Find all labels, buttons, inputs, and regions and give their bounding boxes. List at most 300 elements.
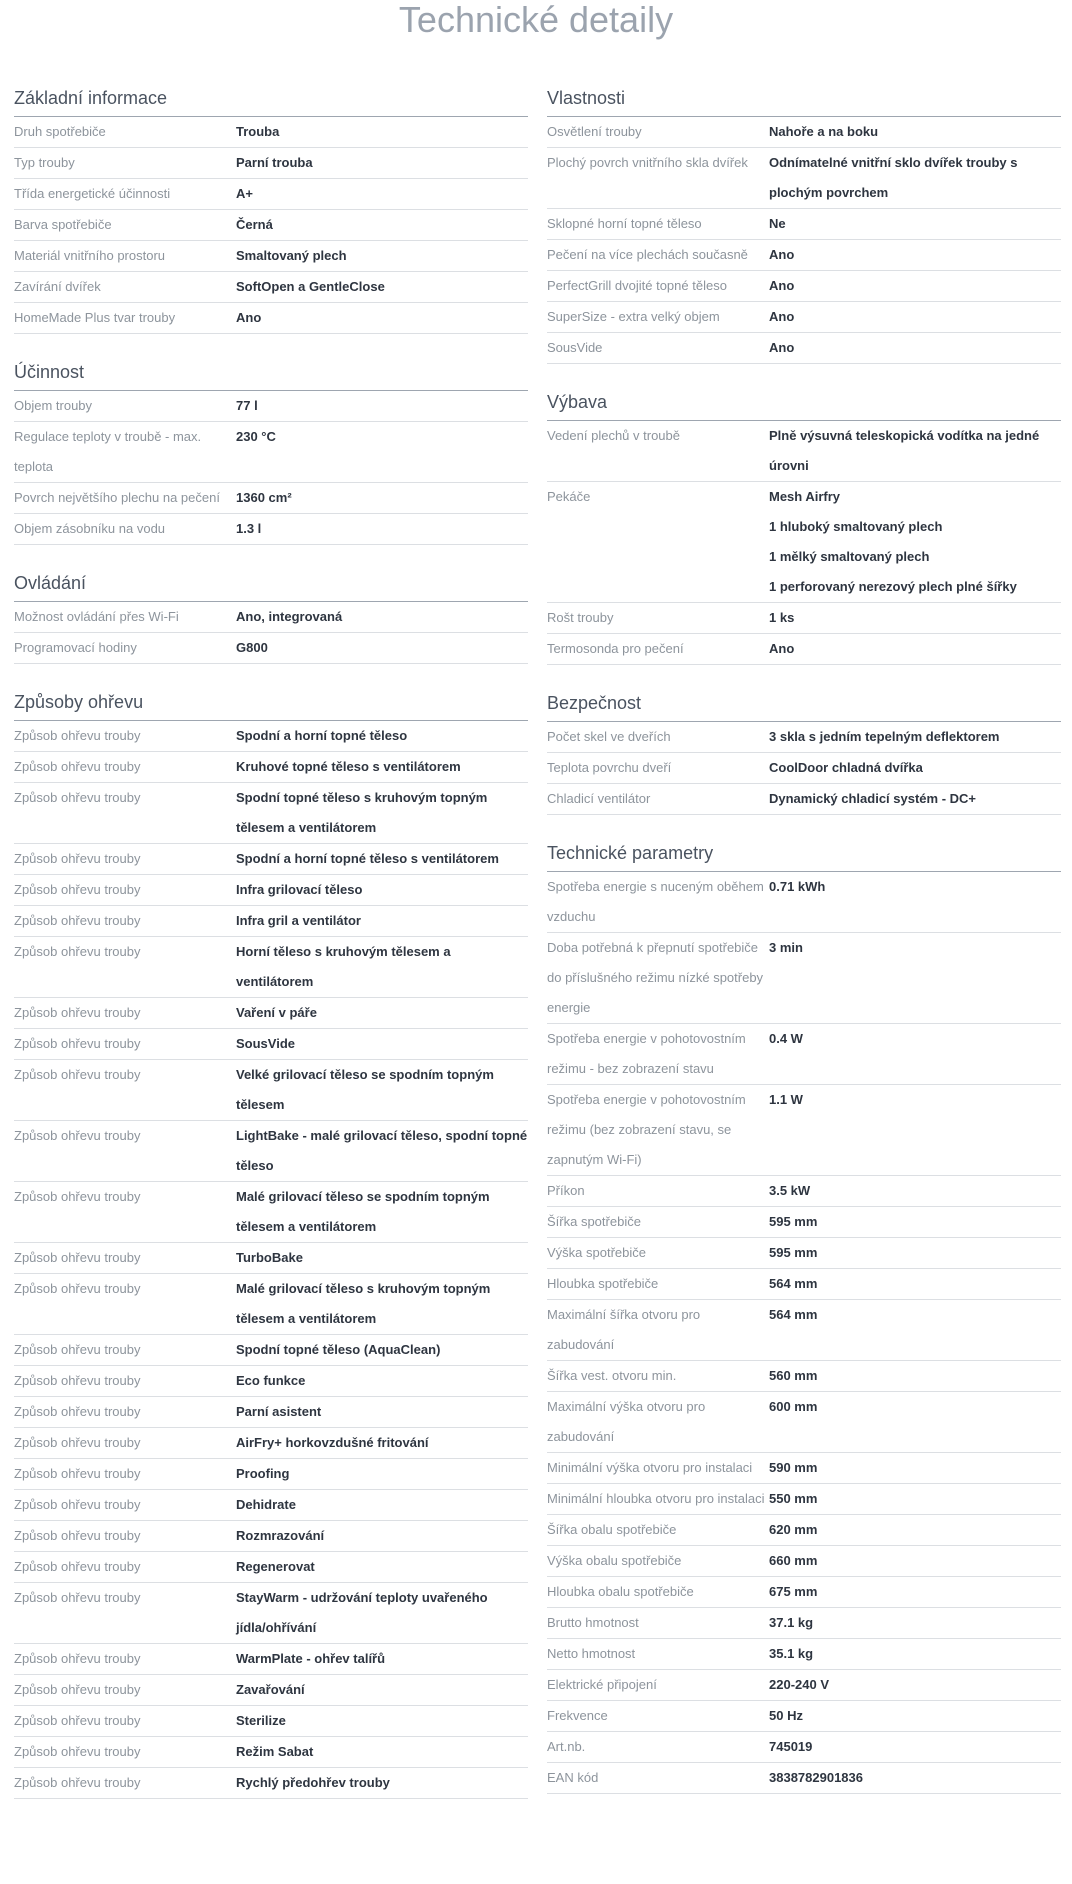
spec-row <box>547 1207 1061 1238</box>
spec-row <box>547 1763 1061 1794</box>
spec-row <box>14 998 528 1029</box>
spec-label: Způsob ohřevu trouby <box>14 1682 141 1697</box>
spec-label: Způsob ohřevu trouby <box>14 1005 141 1020</box>
spec-label: Rošt trouby <box>547 610 614 625</box>
spec-value-line: Spodní a horní topné těleso <box>236 728 408 743</box>
spec-value <box>769 1207 1061 1237</box>
spec-label: Zavírání dvířek <box>14 279 101 294</box>
spec-value-line: 50 Hz <box>769 1708 803 1723</box>
spec-value-line: Černá <box>236 217 273 232</box>
spec-label: Šířka spotřebiče <box>547 1214 641 1229</box>
spec-row <box>14 1060 528 1121</box>
spec-value-line: Vaření v páře <box>236 1005 317 1020</box>
spec-row <box>547 722 1061 753</box>
section-title: Ovládání <box>14 569 528 602</box>
spec-row <box>547 753 1061 784</box>
spec-row <box>547 333 1061 364</box>
spec-row <box>14 937 528 998</box>
spec-label: SuperSize - extra velký objem <box>547 309 720 324</box>
spec-value-line: Malé grilovací těleso s kruhovým topným tělesem a ventilátorem <box>236 1281 491 1326</box>
spec-value <box>769 1639 1061 1669</box>
spec-label: Způsob ohřevu trouby <box>14 1713 141 1728</box>
spec-row <box>14 241 528 272</box>
spec-value <box>236 875 528 905</box>
spec-value <box>236 1397 528 1427</box>
spec-label: Povrch největšího plechu na pečení <box>14 490 220 505</box>
spec-value <box>236 721 528 751</box>
spec-label: Plochý povrch vnitřního skla dvířek <box>547 155 748 170</box>
spec-row <box>547 1392 1061 1453</box>
spec-label: Elektrické připojení <box>547 1677 657 1692</box>
spec-row <box>547 1300 1061 1361</box>
section-title: Účinnost <box>14 358 528 391</box>
spec-value-line: Ano <box>769 278 795 293</box>
spec-label: Maximální šířka otvoru pro zabudování <box>547 1307 701 1352</box>
spec-label: Způsob ohřevu trouby <box>14 882 141 897</box>
spec-label: Hloubka spotřebiče <box>547 1276 659 1291</box>
spec-value-line: Horní těleso s kruhovým tělesem a ventilátorem <box>236 944 451 989</box>
spec-label: Netto hmotnost <box>547 1646 636 1661</box>
spec-value <box>236 1243 528 1273</box>
spec-value <box>236 303 528 333</box>
spec-value <box>236 210 528 240</box>
spec-value-line: Ano <box>769 247 795 262</box>
spec-row <box>14 1675 528 1706</box>
spec-label: Způsob ohřevu trouby <box>14 1036 141 1051</box>
spec-value <box>769 1453 1061 1483</box>
spec-value <box>236 179 528 209</box>
spec-label: Materiál vnitřního prostoru <box>14 248 166 263</box>
spec-value-line: 550 mm <box>769 1491 818 1506</box>
spec-row <box>14 752 528 783</box>
spec-value <box>769 722 1061 752</box>
spec-value <box>236 1274 528 1334</box>
spec-row <box>14 1644 528 1675</box>
spec-value-line: 35.1 kg <box>769 1646 814 1661</box>
spec-value-line: Ne <box>769 216 786 231</box>
spec-value-line: Eco funkce <box>236 1373 306 1388</box>
spec-row <box>547 1269 1061 1300</box>
spec-row <box>14 117 528 148</box>
spec-label: Doba potřebná k přepnutí spotřebiče do příslušného režimu nízké spotřeby energie <box>547 940 764 1015</box>
spec-value <box>769 1176 1061 1206</box>
spec-value-line: Malé grilovací těleso se spodním topným tělesem a ventilátorem <box>236 1189 490 1234</box>
spec-value <box>236 1121 528 1181</box>
spec-row <box>547 1608 1061 1639</box>
spec-value <box>236 514 528 544</box>
spec-row <box>547 634 1061 665</box>
section-title: Výbava <box>547 388 1061 421</box>
spec-row <box>547 1361 1061 1392</box>
section-ucinnost <box>14 358 528 545</box>
spec-label: Regulace teploty v troubě - max. teplota <box>14 429 202 474</box>
spec-value <box>769 784 1061 814</box>
spec-value-line: Ano <box>769 309 795 324</box>
spec-row <box>547 784 1061 815</box>
spec-value-line: 595 mm <box>769 1245 818 1260</box>
spec-row <box>14 1552 528 1583</box>
spec-value-line: 230 °C <box>236 429 276 444</box>
spec-value <box>769 1269 1061 1299</box>
spec-value <box>236 1768 528 1798</box>
spec-value <box>769 333 1061 363</box>
spec-value <box>236 1490 528 1520</box>
spec-value-line: Regenerovat <box>236 1559 315 1574</box>
spec-row <box>547 1024 1061 1085</box>
spec-value <box>236 1737 528 1767</box>
section-title: Způsoby ohřevu <box>14 688 528 721</box>
spec-row <box>547 1670 1061 1701</box>
spec-label: Brutto hmotnost <box>547 1615 639 1630</box>
spec-label: Spotřeba energie v pohotovostním režimu - bez zobrazení stavu <box>547 1031 746 1076</box>
spec-value <box>769 1238 1061 1268</box>
spec-row <box>14 1706 528 1737</box>
spec-label: Třída energetické účinnosti <box>14 186 171 201</box>
spec-value <box>236 1706 528 1736</box>
spec-label: EAN kód <box>547 1770 599 1785</box>
spec-value <box>769 240 1061 270</box>
spec-value-line: 660 mm <box>769 1553 818 1568</box>
spec-value-line: 37.1 kg <box>769 1615 814 1630</box>
spec-label: Způsob ohřevu trouby <box>14 1067 141 1082</box>
spec-value-line: 564 mm <box>769 1276 818 1291</box>
spec-value <box>236 1029 528 1059</box>
spec-row <box>547 302 1061 333</box>
spec-value-line: 0.4 W <box>769 1031 803 1046</box>
spec-value <box>769 753 1061 783</box>
spec-value-line: 3.5 kW <box>769 1183 811 1198</box>
spec-row <box>14 1029 528 1060</box>
spec-row <box>547 148 1061 209</box>
spec-row <box>14 633 528 664</box>
section-vybava <box>547 388 1061 665</box>
spec-label: Způsob ohřevu trouby <box>14 1373 141 1388</box>
spec-label: Způsob ohřevu trouby <box>14 1435 141 1450</box>
spec-value-line: AirFry+ horkovzdušné fritování <box>236 1435 429 1450</box>
spec-row <box>547 421 1061 482</box>
spec-value-line: TurboBake <box>236 1250 303 1265</box>
spec-value <box>769 209 1061 239</box>
spec-value <box>769 1300 1061 1360</box>
spec-value-line: Mesh Airfry <box>769 489 841 504</box>
spec-value-line: G800 <box>236 640 268 655</box>
spec-row <box>14 602 528 633</box>
spec-row <box>547 1639 1061 1670</box>
spec-value <box>236 998 528 1028</box>
spec-value <box>236 1675 528 1705</box>
spec-label: Způsob ohřevu trouby <box>14 1128 141 1143</box>
spec-value-line: 0.71 kWh <box>769 879 826 894</box>
page-title: Technické detaily <box>398 0 674 40</box>
spec-label: Způsob ohřevu trouby <box>14 1281 141 1296</box>
section-zakladni-informace <box>14 84 528 334</box>
spec-label: Způsob ohřevu trouby <box>14 1590 141 1605</box>
left-column <box>14 84 528 1823</box>
spec-value <box>769 1515 1061 1545</box>
spec-label: Minimální výška otvoru pro instalaci <box>547 1460 753 1475</box>
spec-value <box>769 1763 1061 1793</box>
spec-value-line: Nahoře a na boku <box>769 124 879 139</box>
spec-value-line: Rozmrazování <box>236 1528 325 1543</box>
section-title: Bezpečnost <box>547 689 1061 722</box>
spec-row <box>547 1546 1061 1577</box>
spec-value <box>769 634 1061 664</box>
spec-row <box>547 1238 1061 1269</box>
spec-row <box>14 210 528 241</box>
spec-value-line: A+ <box>236 186 253 201</box>
spec-row <box>547 271 1061 302</box>
spec-label: Možnost ovládání přes Wi-Fi <box>14 609 179 624</box>
spec-value <box>769 148 1061 208</box>
spec-value-line: Rychlý předohřev trouby <box>236 1775 390 1790</box>
spec-value-line: Spodní a horní topné těleso s ventilátorem <box>236 851 499 866</box>
spec-value-line: 3838782901836 <box>769 1770 863 1785</box>
spec-value-line: 1.1 W <box>769 1092 803 1107</box>
spec-value-line: 590 mm <box>769 1460 818 1475</box>
spec-label: Způsob ohřevu trouby <box>14 1559 141 1574</box>
spec-value <box>236 1521 528 1551</box>
section-bezpecnost <box>547 689 1061 815</box>
spec-value <box>236 148 528 178</box>
spec-value <box>769 603 1061 633</box>
spec-row <box>14 1243 528 1274</box>
spec-value-line: Spodní topné těleso s kruhovým topným tělesem a ventilátorem <box>236 790 488 835</box>
spec-value-line: 1 ks <box>769 610 795 625</box>
spec-value-line: Dehidrate <box>236 1497 296 1512</box>
spec-value-line: Ano <box>236 310 262 325</box>
right-column <box>547 84 1061 1818</box>
spec-value-line: StayWarm - udržování teploty uvařeného jídla/ohřívání <box>236 1590 488 1635</box>
spec-row <box>547 1484 1061 1515</box>
spec-label: Maximální výška otvoru pro zabudování <box>547 1399 706 1444</box>
spec-row <box>14 1121 528 1182</box>
spec-row <box>547 1577 1061 1608</box>
spec-value-line: Parní trouba <box>236 155 313 170</box>
spec-row <box>14 272 528 303</box>
spec-label: SousVide <box>547 340 603 355</box>
spec-row <box>14 179 528 210</box>
spec-value-line: 620 mm <box>769 1522 818 1537</box>
spec-value <box>236 422 528 482</box>
spec-row <box>14 1182 528 1243</box>
spec-value <box>236 844 528 874</box>
spec-label: Způsob ohřevu trouby <box>14 1342 141 1357</box>
spec-row <box>547 240 1061 271</box>
spec-value <box>769 1484 1061 1514</box>
spec-value-line: Režim Sabat <box>236 1744 314 1759</box>
spec-row <box>14 1490 528 1521</box>
spec-label: Sklopné horní topné těleso <box>547 216 702 231</box>
spec-value-line: 77 l <box>236 398 258 413</box>
spec-value-line: CoolDoor chladná dvířka <box>769 760 923 775</box>
spec-row <box>14 1397 528 1428</box>
spec-value <box>236 602 528 632</box>
section-zpusoby-ohrevu <box>14 688 528 1799</box>
spec-label: Termosonda pro pečení <box>547 641 684 656</box>
section-vlastnosti <box>547 84 1061 364</box>
spec-value <box>236 633 528 663</box>
spec-value-line: Proofing <box>236 1466 290 1481</box>
spec-row <box>14 721 528 752</box>
spec-label: Chladicí ventilátor <box>547 791 651 806</box>
spec-label: Spotřeba energie v pohotovostním režimu (bez zobrazení stavu, se zapnutým Wi-Fi) <box>547 1092 746 1167</box>
spec-row <box>547 209 1061 240</box>
spec-row <box>547 117 1061 148</box>
spec-value-line: Odnímatelné vnitřní sklo dvířek trouby s plochým povrchem <box>769 155 1018 200</box>
spec-label: Objem trouby <box>14 398 93 413</box>
spec-value-line: Dynamický chladicí systém - DC+ <box>769 791 977 806</box>
spec-value-line: 3 min <box>769 940 803 955</box>
spec-value <box>769 1361 1061 1391</box>
spec-value-line: Zavařování <box>236 1682 305 1697</box>
spec-value-line: Spodní topné těleso (AquaClean) <box>236 1342 441 1357</box>
spec-value-line: SousVide <box>236 1036 296 1051</box>
spec-label: Způsob ohřevu trouby <box>14 790 141 805</box>
spec-label: Art.nb. <box>547 1739 586 1754</box>
spec-row <box>14 1428 528 1459</box>
spec-value <box>236 483 528 513</box>
spec-value <box>236 272 528 302</box>
spec-label: Počet skel ve dveřích <box>547 729 671 744</box>
spec-value <box>236 1583 528 1643</box>
spec-value <box>769 1670 1061 1700</box>
spec-label: Způsob ohřevu trouby <box>14 913 141 928</box>
spec-value-line: Velké grilovací těleso se spodním topným tělesem <box>236 1067 494 1112</box>
spec-value-line: 560 mm <box>769 1368 818 1383</box>
spec-label: Způsob ohřevu trouby <box>14 1497 141 1512</box>
spec-value <box>769 933 1061 1023</box>
spec-label: Spotřeba energie s nuceným oběhem vzduchu <box>547 879 764 924</box>
spec-row <box>14 303 528 334</box>
spec-value-line: 1.3 l <box>236 521 262 536</box>
spec-label: Příkon <box>547 1183 585 1198</box>
spec-value-line: Ano <box>769 641 795 656</box>
spec-value <box>236 1644 528 1674</box>
spec-value <box>769 1577 1061 1607</box>
section-title: Základní informace <box>14 84 528 117</box>
spec-value <box>769 1085 1061 1175</box>
spec-row <box>14 1521 528 1552</box>
spec-value-line: Trouba <box>236 124 280 139</box>
spec-value <box>236 1552 528 1582</box>
spec-value <box>236 752 528 782</box>
spec-row <box>14 875 528 906</box>
spec-value <box>769 117 1061 147</box>
spec-value <box>769 1546 1061 1576</box>
spec-label: Způsob ohřevu trouby <box>14 851 141 866</box>
spec-value <box>236 391 528 421</box>
spec-row <box>14 483 528 514</box>
spec-label: Teplota povrchu dveří <box>547 760 672 775</box>
spec-row <box>547 1453 1061 1484</box>
spec-label: Hloubka obalu spotřebiče <box>547 1584 694 1599</box>
section-title: Vlastnosti <box>547 84 1061 117</box>
spec-value-line: Infra gril a ventilátor <box>236 913 361 928</box>
spec-row <box>547 482 1061 603</box>
spec-value-line: 745019 <box>769 1739 813 1754</box>
spec-value <box>236 1366 528 1396</box>
spec-label: Osvětlení trouby <box>547 124 642 139</box>
spec-value-line: 600 mm <box>769 1399 818 1414</box>
spec-row <box>14 1737 528 1768</box>
spec-value-line: 595 mm <box>769 1214 818 1229</box>
spec-row <box>14 1274 528 1335</box>
spec-value <box>769 421 1061 481</box>
spec-value <box>236 1060 528 1120</box>
spec-value-line: Parní asistent <box>236 1404 322 1419</box>
spec-label: Vedení plechů v troubě <box>547 428 680 443</box>
spec-row <box>14 1583 528 1644</box>
spec-label: Barva spotřebiče <box>14 217 112 232</box>
spec-row <box>547 1176 1061 1207</box>
spec-value <box>769 482 1061 602</box>
spec-label: Způsob ohřevu trouby <box>14 1250 141 1265</box>
spec-label: Druh spotřebiče <box>14 124 106 139</box>
spec-row <box>14 1335 528 1366</box>
spec-row <box>547 1085 1061 1176</box>
spec-value <box>236 937 528 997</box>
spec-row <box>14 1366 528 1397</box>
spec-value <box>769 302 1061 332</box>
spec-label: Objem zásobníku na vodu <box>14 521 166 536</box>
spec-label: Programovací hodiny <box>14 640 137 655</box>
spec-label: Pekáče <box>547 489 591 504</box>
spec-label: Způsob ohřevu trouby <box>14 1189 141 1204</box>
spec-row <box>14 844 528 875</box>
spec-label: Způsob ohřevu trouby <box>14 759 141 774</box>
section-title: Technické parametry <box>547 839 1061 872</box>
spec-label: PerfectGrill dvojité topné těleso <box>547 278 727 293</box>
spec-value <box>769 1608 1061 1638</box>
spec-value-line: 1360 cm² <box>236 490 292 505</box>
spec-value-line: Infra grilovací těleso <box>236 882 363 897</box>
spec-value <box>236 1459 528 1489</box>
spec-value-line: SoftOpen a GentleClose <box>236 279 385 294</box>
spec-label: Způsob ohřevu trouby <box>14 728 141 743</box>
spec-value <box>236 783 528 843</box>
spec-value <box>236 1182 528 1242</box>
spec-value <box>236 1428 528 1458</box>
spec-value <box>769 1392 1061 1452</box>
spec-value-line: 1 hluboký smaltovaný plech <box>769 519 943 534</box>
spec-value-line: Plně výsuvná teleskopická vodítka na jedné úrovni <box>769 428 1040 473</box>
spec-value <box>236 1335 528 1365</box>
spec-label: Způsob ohřevu trouby <box>14 1775 141 1790</box>
spec-label: Výška obalu spotřebiče <box>547 1553 682 1568</box>
spec-label: Způsob ohřevu trouby <box>14 1466 141 1481</box>
spec-label: Způsob ohřevu trouby <box>14 1404 141 1419</box>
spec-value <box>236 906 528 936</box>
spec-row <box>14 783 528 844</box>
section-technicke-parametry <box>547 839 1061 1794</box>
spec-row <box>547 933 1061 1024</box>
spec-value-line: 1 mělký smaltovaný plech <box>769 549 930 564</box>
spec-label: Šířka vest. otvoru min. <box>547 1368 677 1383</box>
spec-row <box>14 906 528 937</box>
spec-row <box>547 872 1061 933</box>
spec-label: Pečení na více plechách současně <box>547 247 748 262</box>
spec-label: Výška spotřebiče <box>547 1245 646 1260</box>
spec-value <box>769 1732 1061 1762</box>
spec-value-line: 675 mm <box>769 1584 818 1599</box>
spec-value-line: 1 perforovaný nerezový plech plné šířky <box>769 579 1017 594</box>
spec-value <box>769 872 1061 932</box>
spec-value <box>236 117 528 147</box>
spec-value-line: Smaltovaný plech <box>236 248 347 263</box>
spec-label: Šířka obalu spotřebiče <box>547 1522 677 1537</box>
spec-row <box>14 514 528 545</box>
spec-value-line: WarmPlate - ohřev talířů <box>236 1651 386 1666</box>
